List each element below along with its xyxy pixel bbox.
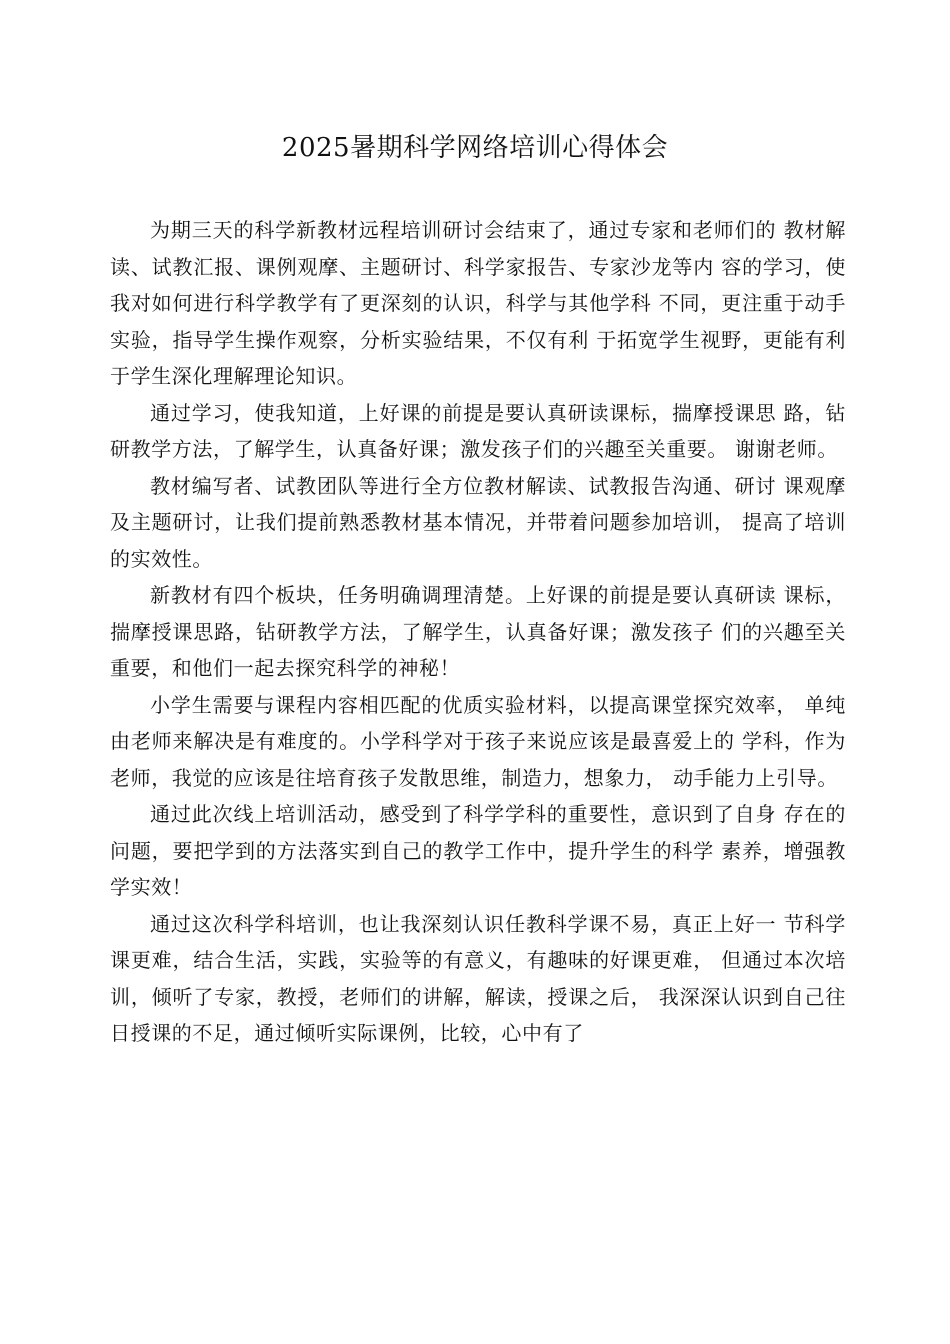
paragraph: 通过这次科学科培训，也让我深刻认识任教科学课不易，真正上好一 节科学课更难，结合生活，实践，实验等的有意义，有趣味的好课更难， 但通过本次培训，倾听了专家，教授，老师们的讲解，解读，授课之后， 我深深认识到自己往日授课的不足，通过倾听实际课例，比较，心中有了 xyxy=(110,911,846,1045)
paragraph: 小学生需要与课程内容相匹配的优质实验材料，以提高课堂探究效率， 单纯由老师来解决是有难度的。小学科学对于孩子来说应该是最喜爱上的 学科，作为老师，我觉的应该是往培育孩子发散思维，制造力，想象力， 动手能力上引导。 xyxy=(110,692,846,790)
paragraph: 通过此次线上培训活动，感受到了科学学科的重要性，意识到了自身 存在的问题，要把学到的方法落实到自己的教学工作中，提升学生的科学 素养，增强教学实效！ xyxy=(110,802,846,899)
paragraph: 新教材有四个板块，任务明确调理清楚。上好课的前提是要认真研读 课标，揣摩授课思路，钻研教学方法，了解学生，认真备好课；激发孩子 们的兴趣至关重要，和他们一起去探究科学的神秘！ xyxy=(110,583,846,680)
paragraph: 通过学习，使我知道，上好课的前提是要认真研读课标，揣摩授课思 路，钻研教学方法，了解学生，认真备好课；激发孩子们的兴趣至关重要。 谢谢老师。 xyxy=(110,400,846,461)
paragraph: 教材编写者、试教团队等进行全方位教材解读、试教报告沟通、研讨 课观摩及主题研讨，让我们提前熟悉教材基本情况，并带着问题参加培训， 提高了培训的实效性。 xyxy=(110,473,846,571)
paragraph: 为期三天的科学新教材远程培训研讨会结束了，通过专家和老师们的 教材解读、试教汇报、课例观摩、主题研讨、科学家报告、专家沙龙等内 容的学习，使我对如何进行科学教学有了更深刻的认识，科学与其他学科 不同，更注重于动手实验，指导学生操作观察，分析实验结果，不仅有利 于拓宽学生视野，更能有利于学生深化理解理论知识。 xyxy=(110,218,846,388)
document-body xyxy=(110,212,846,1052)
document-title: 2025暑期科学网络培训心得体会 xyxy=(281,133,669,163)
